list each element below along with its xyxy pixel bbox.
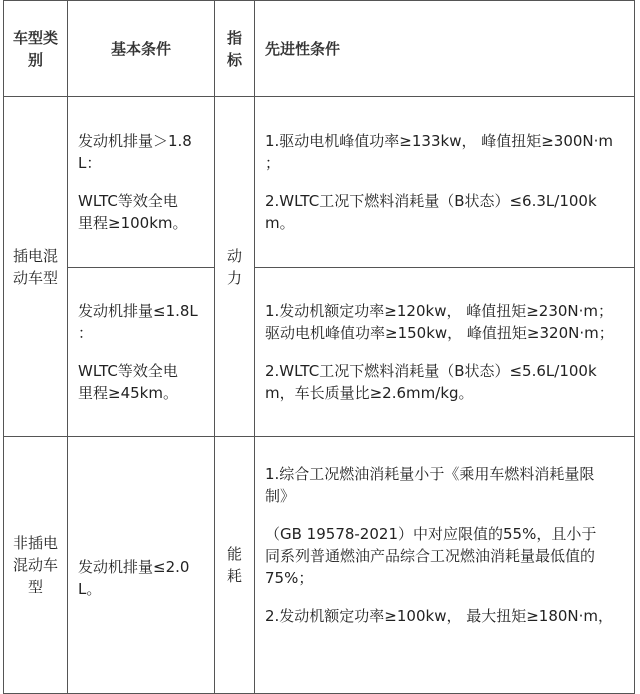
basic-condition-displacement: 发动机排量≤1.8L ：	[78, 302, 198, 342]
advanced-condition-item: （GB 19578-2021）中对应限值的55%，且小于 同系列普通燃油产品综合工况燃油消耗量最低值的 75%；	[265, 525, 597, 587]
header-vehicle-category: 车型类 别	[4, 1, 68, 97]
table-row	[4, 97, 635, 268]
basic-condition-displacement: 发动机排量≤2.0 L。	[78, 558, 190, 598]
advanced-condition-item: 2.WLTC工况下燃料消耗量（B状态）≤5.6L/100k m，车长质量比≥2.6mm/kg。	[265, 362, 597, 402]
basic-condition-range: WLTC等效全电 里程≥100km。	[78, 192, 188, 232]
vehicle-conditions-table	[3, 0, 635, 694]
indicator-energy: 能 耗	[215, 437, 255, 694]
category-non-phev: 非插电 混动车 型	[4, 437, 68, 694]
advanced-condition-item: 1.驱动电机峰值功率≥133kw， 峰值扭矩≥300N·m ；	[265, 132, 614, 172]
advanced-condition-cell	[255, 268, 635, 437]
header-advanced-conditions: 先进性条件	[255, 1, 635, 97]
advanced-condition-item: 1.发动机额定功率≥120kw， 峰值扭矩≥230N·m； 驱动电机峰值功率≥150kw， 峰值扭矩≥320N·m；	[265, 302, 614, 342]
basic-condition-cell	[68, 268, 215, 437]
basic-condition-range: WLTC等效全电 里程≥45km。	[78, 362, 178, 402]
table-row	[4, 268, 635, 437]
advanced-condition-cell	[255, 437, 635, 694]
advanced-condition-cell	[255, 97, 635, 268]
category-phev: 插电混 动车型	[4, 97, 68, 437]
advanced-condition-item: 2.WLTC工况下燃料消耗量（B状态）≤6.3L/100k m。	[265, 192, 597, 232]
advanced-condition-item: 1.综合工况燃油消耗量小于《乘用车燃料消耗量限 制》	[265, 465, 595, 505]
header-basic-conditions: 基本条件	[68, 1, 215, 97]
advanced-condition-item: 2.发动机额定功率≥100kw， 最大扭矩≥180N·m，	[265, 607, 614, 625]
basic-condition-cell	[68, 437, 215, 694]
header-indicator: 指 标	[215, 1, 255, 97]
table-row	[4, 437, 635, 694]
basic-condition-displacement: 发动机排量＞1.8 L：	[78, 132, 192, 172]
table-header-row	[4, 1, 635, 97]
indicator-power: 动 力	[215, 97, 255, 437]
basic-condition-cell	[68, 97, 215, 268]
